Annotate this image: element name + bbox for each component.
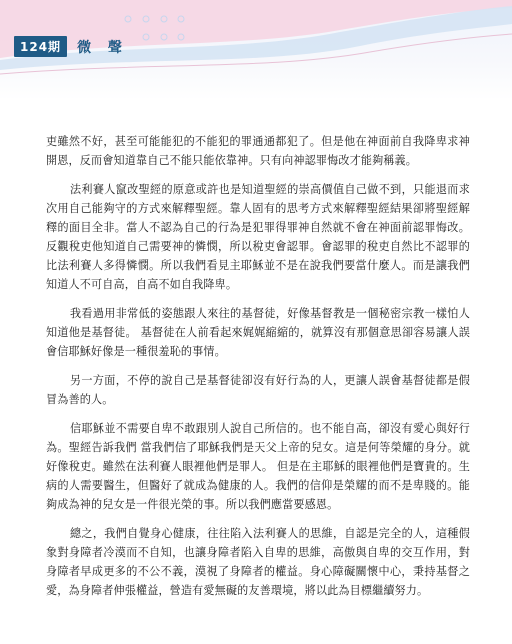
paragraph: 吏雖然不好，甚至可能能犯的不能犯的罪通通都犯了。但是他在神面前自我降卑求神開恩，反而會知道靠自己不能只能依靠神。只有向神認罪悔改才能夠稱義。 [46,135,470,167]
issue-number: 124期 [14,36,67,57]
article-body [46,132,470,610]
publication-title: 微 聲 [77,39,128,56]
paragraph: 我看過用非常低的姿態跟人來往的基督徒，好像基督教是一個秘密宗教一樣怕人知道他是基督徒。 基督徒在人前看起來娓娓縮縮的，就算沒有那個意思卻容易讓人誤會信耶穌好像是一種很羞恥的事情。 [46,307,470,358]
issue-badge [14,36,128,57]
paragraph: 另一方面，不停的說自己是基督徒卻沒有好行為的人，更讓人誤會基督徒都是假冒為善的人。 [46,374,470,406]
paragraph: 總之，我們自覺身心健康，往往陷入法利賽人的思維，自認是完全的人，這種假象對身障者冷漠而不自知，也讓身障者陷入自卑的思維，高傲與自卑的交互作用，對身障者早成更多的不公不義，漠視了身障者的權益。身心障礙關懷中心，秉持基督之愛，為身障者伸張權益，營造有愛無礙的友善環境，將以此為目標繼續努力。 [46,527,470,597]
page-header [0,0,512,100]
paragraph: 信耶穌並不需要自卑不敢跟別人說自己所信的。也不能自高，卻沒有愛心與好行為。聖經告訴我們 當我們信了耶穌我們是天父上帝的兒女。這是何等榮耀的身分。就好像稅吏。雖然在法利賽人眼裡他們是罪人。 但是在主耶穌的眼裡他們是寶貴的。生病的人需要醫生，但醫好了就成為健康的人。我們的信仰是榮耀的而不是卑賤的。能夠成為神的兒女是一件很光榮的事。所以我們應當要感恩。 [46,422,470,511]
paragraph: 法利賽人竄改聖經的原意或許也是知道聖經的崇高價值自己做不到，只能退而求次用自己能夠守的方式來解釋聖經。靠人固有的思考方式來解釋聖經結果卻將聖經解釋的面目全非。當人不認為自己的行為是犯罪得罪神自然就不會在神面前認罪悔改。反觀稅吏他知道自己需要神的憐憫，所以稅吏會認罪。會認罪的稅吏自然比不認罪的比法利賽人多得憐憫。所以我們看見主耶穌並不是在說我們要當什麼人。而是讓我們知道人不可自高，自高不如自我降卑。 [46,183,470,291]
